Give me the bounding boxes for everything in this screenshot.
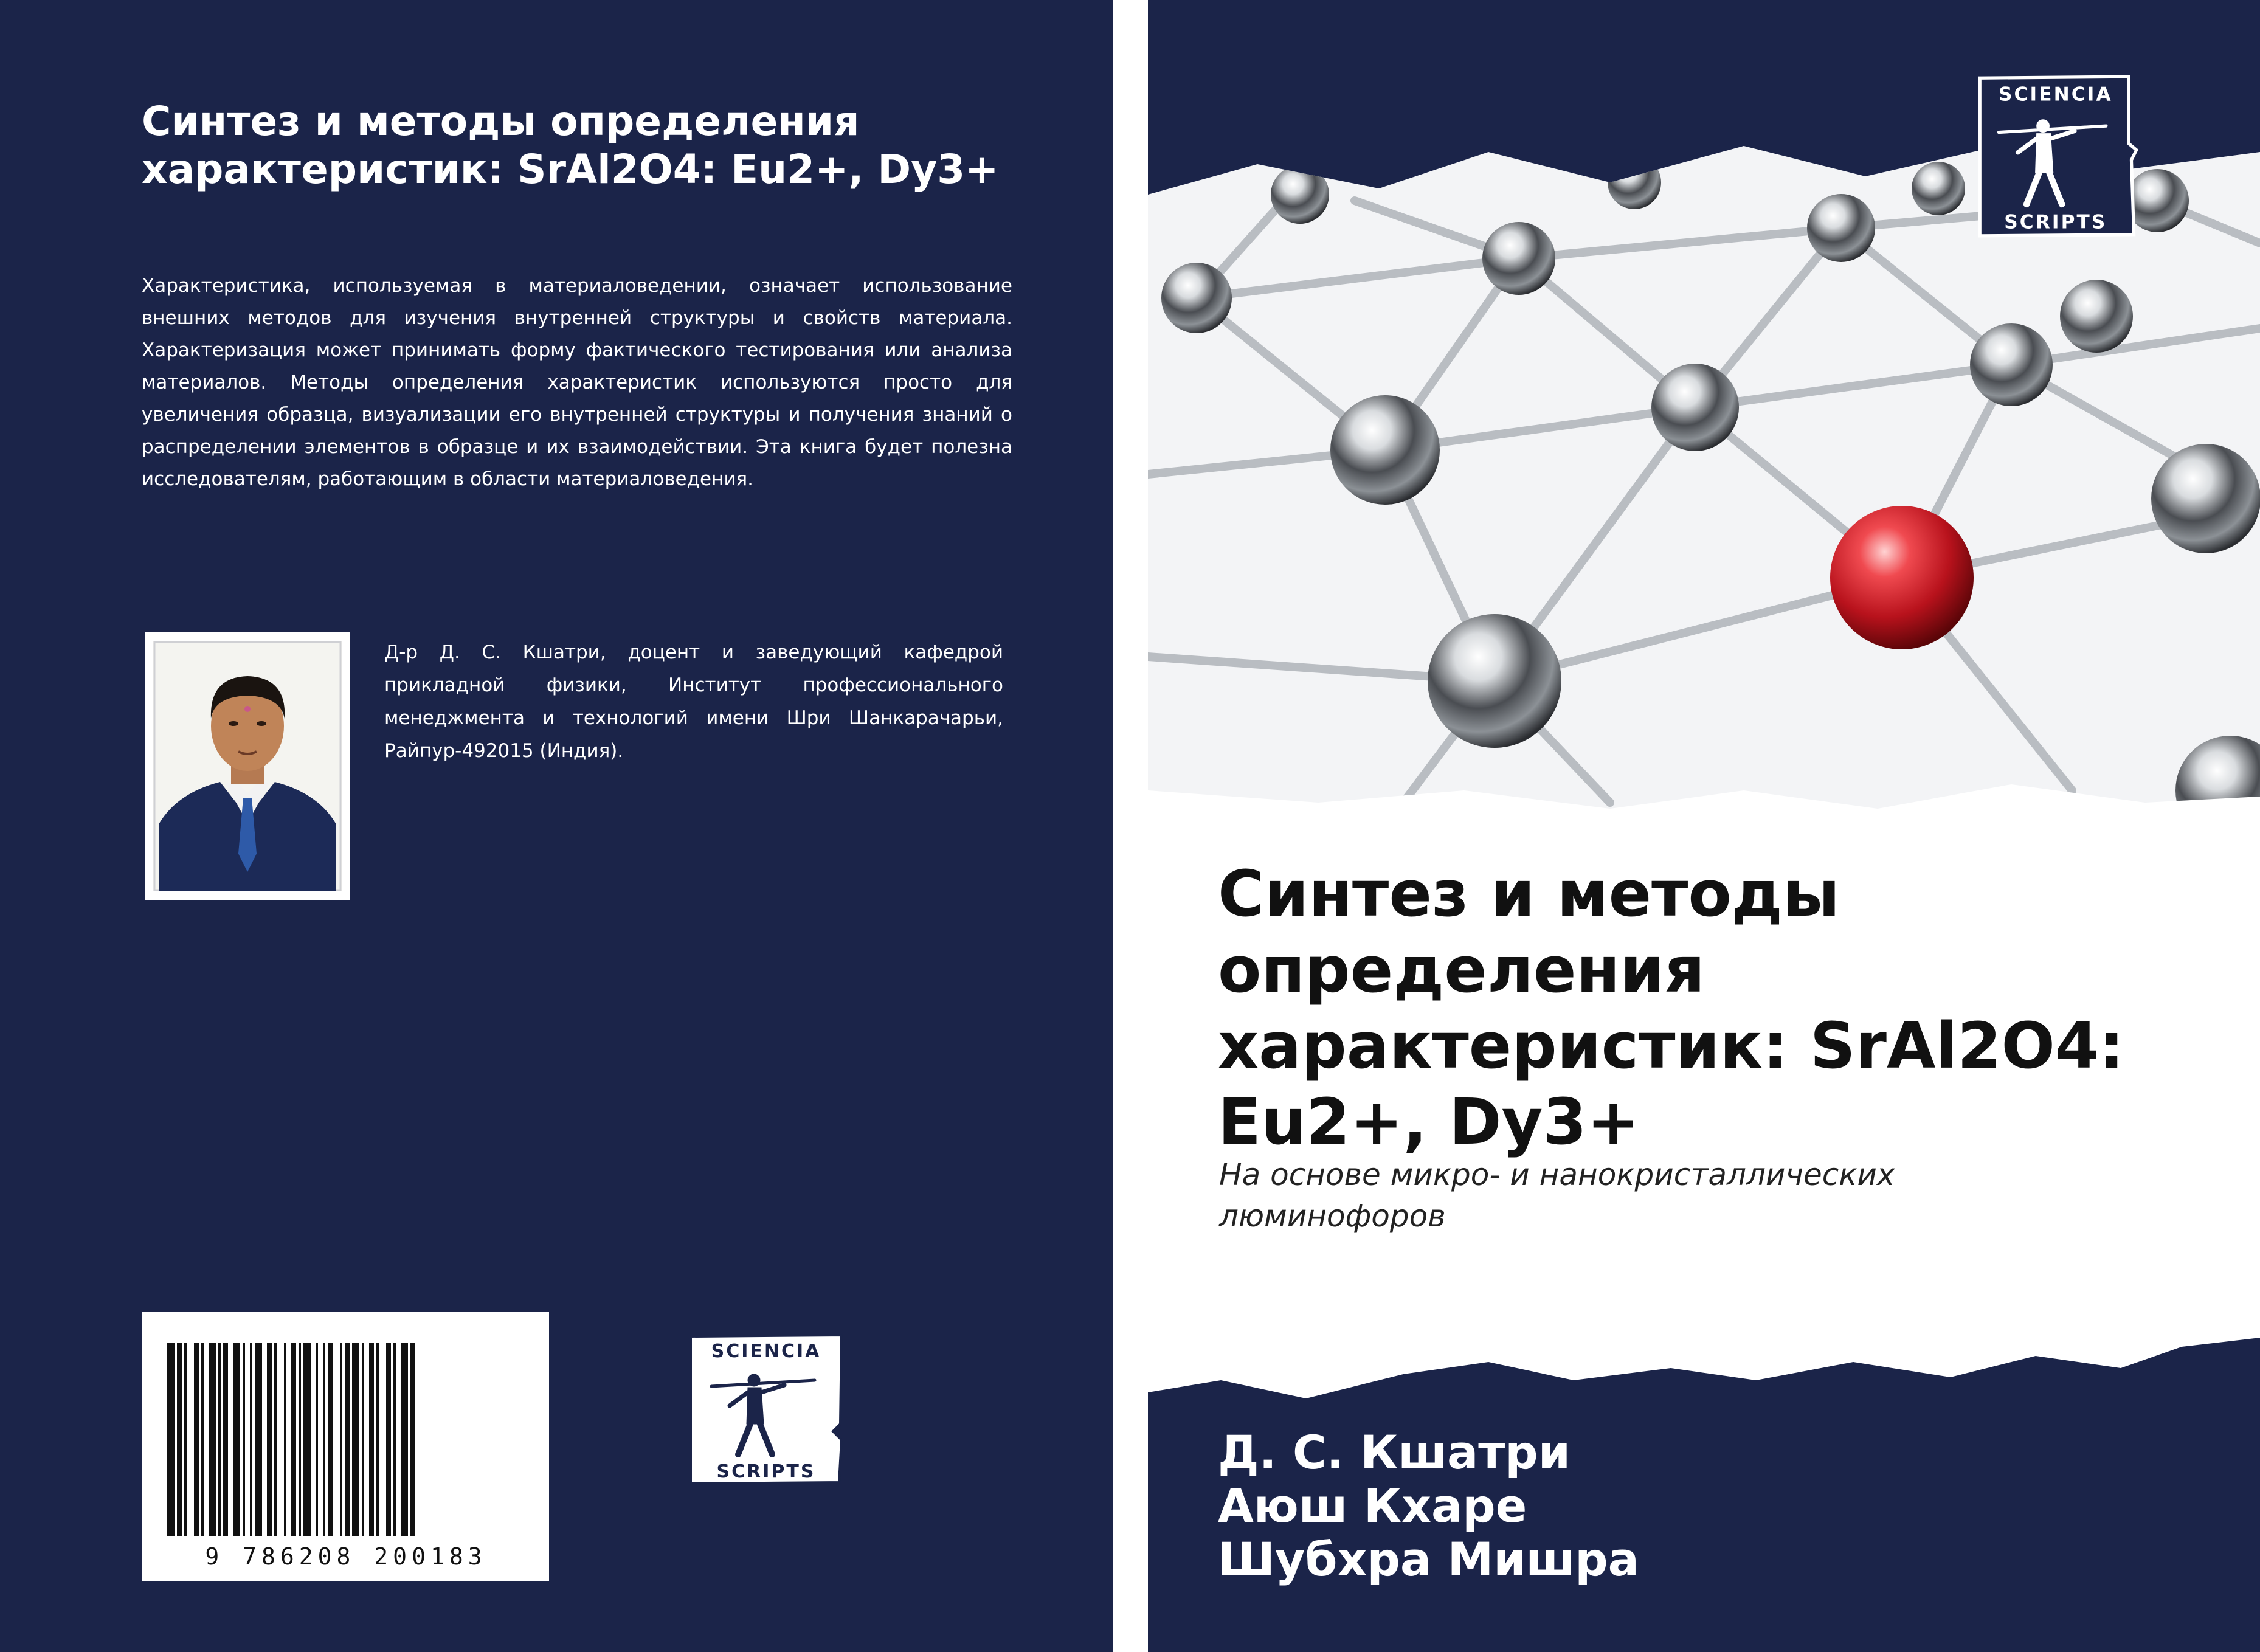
barcode-bar	[291, 1343, 296, 1536]
barcode-bar	[362, 1343, 364, 1536]
logo-name-top: SCIENCIA	[1999, 83, 2113, 106]
barcode-bar	[167, 1343, 175, 1536]
barcode-bar	[184, 1343, 187, 1536]
author-photo	[145, 632, 350, 900]
front-cover	[1148, 0, 2260, 1652]
barcode-bar	[401, 1343, 408, 1536]
barcode-bar	[369, 1343, 374, 1536]
barcode-digits: 9 786208 200183	[205, 1543, 487, 1570]
author-name: Д. С. Кшатри	[1218, 1425, 1571, 1479]
barcode-bar	[255, 1343, 262, 1536]
logo-name-bottom: SCRIPTS	[2004, 211, 2107, 233]
author-bio: Д-р Д. С. Кшатри, доцент и заведующий кафедрой прикладной физики, Институт профессионального менеджмента и технологий имени Шри Шанкарачарьи, Райпур-492015 (Индия).	[384, 641, 1003, 762]
scientist-logo-icon	[687, 1333, 845, 1485]
scientist-logo-icon	[1976, 74, 2140, 238]
barcode-bar	[194, 1343, 199, 1536]
author-name: Аюш Кхаре	[1218, 1479, 1527, 1533]
barcode-bar	[223, 1343, 228, 1536]
barcode-bar	[201, 1343, 204, 1536]
barcode-bar	[345, 1343, 350, 1536]
barcode-bar	[209, 1343, 216, 1536]
barcode-bar	[340, 1343, 342, 1536]
back-cover-description: Характеристика, используемая в материаловедении, означает использование внешних методов для изучения внутренней структуры и свойств материала. Характеризация может принимать форму фактического тестирования или анализа материалов. Методы определения характеристик используются просто для увеличения образца, визуализации его внутренней структуры и получения знаний о распределении элементов в образце и их взаимодействии. Эта книга будет полезна исследователям, работающим в области материаловедения.	[142, 275, 1012, 490]
barcode-bar	[323, 1343, 325, 1536]
barcode-bar	[386, 1343, 391, 1536]
barcode-bar	[299, 1343, 301, 1536]
molecule-network-illustration	[1148, 0, 2260, 1652]
back-cover-title: Синтез и методы определения характеристик: SrAl2O4: Eu2+, Dy3+	[142, 98, 999, 193]
barcode-bar	[177, 1343, 182, 1536]
logo-name-bottom: SCRIPTS	[716, 1461, 816, 1482]
logo-name-top: SCIENCIA	[711, 1341, 821, 1362]
barcode-bar	[250, 1343, 252, 1536]
barcode-bar	[284, 1343, 286, 1536]
barcode-bar	[233, 1343, 240, 1536]
publisher-logo-front	[1976, 74, 2140, 238]
barcode-bar	[328, 1343, 333, 1536]
barcode-bar	[303, 1343, 311, 1536]
front-cover-title: Синтез и методы определения характеристик: SrAl2O4: Eu2+, Dy3+	[1218, 857, 2124, 1159]
barcode-bar	[393, 1343, 396, 1536]
barcode-bar	[243, 1343, 245, 1536]
barcode-bar	[274, 1343, 277, 1536]
front-cover-subtitle: На основе микро- и нанокристаллических люминофоров	[1219, 1157, 1895, 1234]
barcode	[142, 1312, 549, 1581]
spine-gap	[1113, 0, 1148, 1652]
barcode-bar	[410, 1343, 415, 1536]
barcode-bar	[352, 1343, 359, 1536]
barcode-bar	[316, 1343, 318, 1536]
barcode-bar	[218, 1343, 221, 1536]
publisher-logo-back	[687, 1333, 845, 1485]
barcode-bar	[376, 1343, 379, 1536]
barcode-bar	[267, 1343, 272, 1536]
author-list	[1218, 1426, 1639, 1586]
author-name: Шубхра Мишра	[1218, 1532, 1639, 1586]
